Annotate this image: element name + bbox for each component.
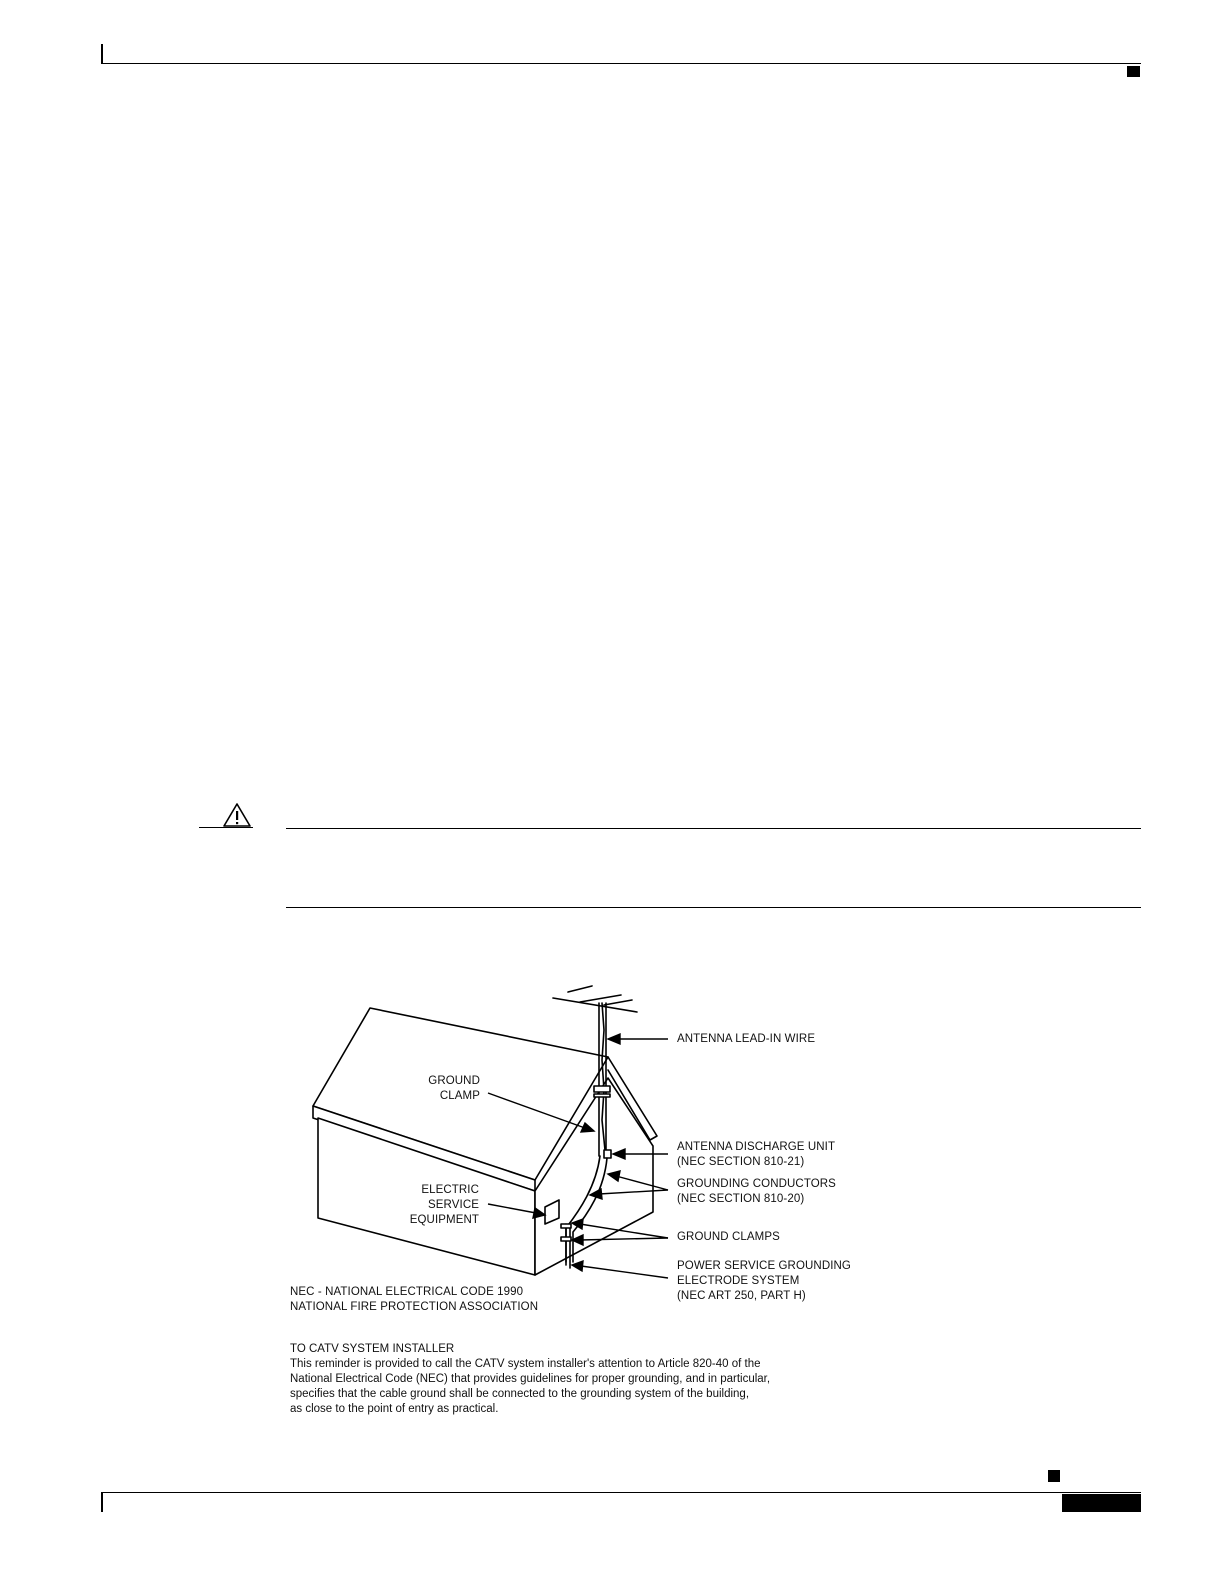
label-grounding-conductors-line2: (NEC SECTION 810-20) <box>677 1193 805 1205</box>
label-nec-line1: NEC - NATIONAL ELECTRICAL CODE 1990 <box>290 1286 524 1298</box>
label-nec-line2: NATIONAL FIRE PROTECTION ASSOCIATION <box>290 1301 539 1313</box>
label-discharge-unit-line2: (NEC SECTION 810-21) <box>677 1156 805 1168</box>
label-power-service-line3: (NEC ART 250, PART H) <box>677 1290 806 1302</box>
installer-note-line: specifies that the cable ground shall be connected to the grounding system of the building, <box>290 1388 750 1400</box>
ground-clamp-a <box>561 1224 571 1228</box>
label-power-service-line1: POWER SERVICE GROUNDING <box>677 1260 851 1272</box>
label-ground-clamp-line2: CLAMP <box>439 1090 480 1102</box>
label-electric-line2: SERVICE <box>428 1199 479 1211</box>
discharge-unit <box>604 1150 611 1158</box>
label-discharge-unit-line1: ANTENNA DISCHARGE UNIT <box>677 1141 836 1153</box>
footer-marker <box>1048 1470 1060 1482</box>
page-number-tab <box>1062 1494 1141 1512</box>
installer-note-line: This reminder is provided to call the CATV system installer's attention to Article 820-40 of the <box>290 1358 761 1370</box>
ground-clamp-b <box>561 1237 571 1241</box>
installer-note-title: TO CATV SYSTEM INSTALLER <box>290 1343 455 1355</box>
footer-left-tick <box>101 1492 103 1512</box>
label-electric-line1: ELECTRIC <box>421 1184 479 1196</box>
installer-note-line: as close to the point of entry as practical. <box>290 1403 499 1415</box>
label-electric-line3: EQUIPMENT <box>409 1214 479 1226</box>
label-grounding-conductors-line1: GROUNDING CONDUCTORS <box>677 1178 836 1190</box>
label-power-service-line2: ELECTRODE SYSTEM <box>677 1275 800 1287</box>
label-antenna-lead-in: ANTENNA LEAD-IN WIRE <box>677 1033 816 1045</box>
installer-note-line: National Electrical Code (NEC) that provides guidelines for proper grounding, and in particular, <box>290 1373 771 1385</box>
label-ground-clamp-line1: GROUND <box>428 1075 480 1087</box>
footer-rule <box>101 1492 1141 1493</box>
label-ground-clamps: GROUND CLAMPS <box>677 1231 780 1243</box>
mast-ground-clamp <box>594 1086 610 1092</box>
